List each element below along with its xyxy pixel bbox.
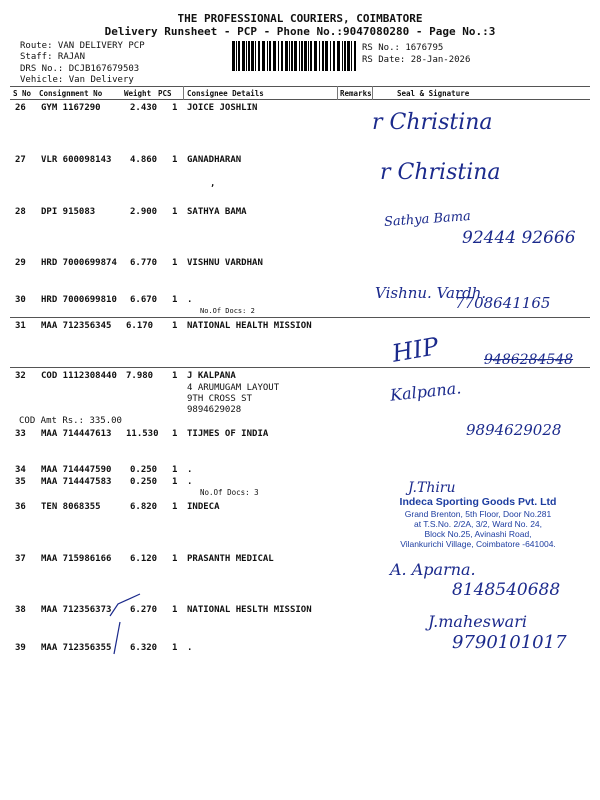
col-signature-header: Seal & Signature	[397, 89, 470, 98]
table-row-weight: 0.250	[130, 477, 158, 487]
table-row-consignment[interactable]: HRD 7000699874	[41, 258, 117, 268]
table-row-pcs: 1	[172, 554, 178, 564]
runsheet-title: Delivery Runsheet - PCP - Phone No.:9047080280 - Page No.:3	[104, 25, 496, 38]
table-row-consignee: .	[187, 643, 193, 653]
handwritten-signature: r Christina	[372, 110, 493, 135]
table-row-weight: 6.820	[130, 502, 158, 512]
table-row-consignee: .	[187, 465, 193, 475]
table-row-consignee: .	[187, 295, 193, 305]
table-row-sno: 27	[15, 155, 26, 165]
stamp-company-name: Indeca Sporting Goods Pvt. Ltd	[399, 496, 557, 508]
table-row-consignment[interactable]: MAA 714447590	[41, 465, 112, 475]
address-line: 9TH CROSS ST	[187, 394, 253, 404]
table-row-consignee: JOICE JOSHLIN	[187, 103, 258, 113]
header-bottom-rule	[10, 99, 590, 100]
col-pcs-header: PCS	[158, 89, 172, 98]
row-rule	[10, 317, 590, 318]
table-row-pcs: 1	[172, 502, 178, 512]
table-row-weight: 6.670	[130, 295, 158, 305]
table-row-consignment[interactable]: GYM 1167290	[41, 103, 101, 113]
table-row-weight: 6.270	[130, 605, 158, 615]
address-line: 4 ARUMUGAM LAYOUT	[187, 383, 280, 393]
drs-number: DRS No.: DCJB167679503	[20, 64, 140, 74]
handwritten-phone: 9790101017	[452, 632, 567, 653]
table-row-weight: 6.120	[130, 554, 158, 564]
table-row-pcs: 1	[172, 477, 178, 487]
table-row-pcs: 1	[172, 465, 178, 475]
handwritten-signature: J.Thiru	[408, 480, 456, 496]
table-row-consignment[interactable]: MAA 715986166	[41, 554, 112, 564]
rs-number: RS No.: 1676795	[362, 43, 444, 53]
table-row-weight: 6.770	[130, 258, 158, 268]
table-row-sno: 39	[15, 643, 26, 653]
table-row-consignment[interactable]: VLR 600098143	[41, 155, 112, 165]
barcode-icon	[232, 41, 358, 71]
table-row-consignee: INDECA	[187, 502, 220, 512]
table-row-weight: 2.900	[130, 207, 158, 217]
table-row-consignment[interactable]: MAA 712356355	[41, 643, 112, 653]
table-row-consignment[interactable]: MAA 714447583	[41, 477, 112, 487]
table-row-consignee: NATIONAL HEALTH MISSION	[187, 321, 312, 331]
table-row-sno: 30	[15, 295, 26, 305]
table-row-sno: 36	[15, 502, 26, 512]
table-row-consignee: VISHNU VARDHAN	[187, 258, 263, 268]
table-row-pcs: 1	[172, 321, 178, 331]
table-row-weight: 6.170	[126, 321, 154, 331]
table-row-pcs: 1	[172, 605, 178, 615]
handwritten-signature: J.maheswari	[428, 612, 527, 631]
table-row-pcs: 1	[172, 429, 178, 439]
stamp-address-line: Grand Brenton, 5th Floor, Door No.281	[404, 509, 552, 519]
table-row-consignment[interactable]: MAA 712356345	[41, 321, 112, 331]
cod-amount: COD Amt Rs.: 335.00	[19, 416, 122, 426]
table-row-consignment[interactable]: TEN 8068355	[41, 502, 101, 512]
table-row-sno: 32	[15, 371, 26, 381]
handwritten-signature: Kalpana.	[389, 378, 463, 405]
address-phone: 9894629028	[187, 405, 242, 415]
col-consignment-header: Consignment No	[39, 89, 103, 98]
table-row-weight: 7.980	[126, 371, 154, 381]
handwritten-signature: Vishnu. Vardh.	[375, 284, 487, 302]
table-row-sno: 33	[15, 429, 26, 439]
table-row-pcs: 1	[172, 103, 178, 113]
table-row-consignee-extra: ,	[210, 179, 216, 189]
col-sno-header: S No	[13, 89, 32, 98]
table-row-consignee: NATIONAL HESLTH MISSION	[187, 605, 312, 615]
handwritten-signature: r Christina	[380, 160, 501, 185]
handwritten-phone: 7708641165	[455, 294, 551, 312]
handwritten-phone: 9894629028	[466, 421, 562, 439]
header-top-rule	[10, 86, 590, 87]
col-divider	[372, 86, 373, 100]
table-row-consignee: PRASANTH MEDICAL	[187, 554, 274, 564]
table-row-consignee: TIJMES OF INDIA	[187, 429, 269, 439]
table-row-pcs: 1	[172, 295, 178, 305]
table-row-sno: 28	[15, 207, 26, 217]
table-row-pcs: 1	[172, 258, 178, 268]
route-label: Route: VAN DELIVERY PCP	[20, 41, 145, 51]
table-row-consignee: .	[187, 477, 193, 487]
rs-date: RS Date: 28-Jan-2026	[362, 55, 471, 65]
handwritten-signature: A. Aparna.	[390, 560, 476, 579]
vehicle-label: Vehicle: Van Delivery	[20, 75, 134, 85]
table-row-weight: 6.320	[130, 643, 158, 653]
table-row-consignee: SATHYA BAMA	[187, 207, 247, 217]
col-weight-header: Weight	[124, 89, 152, 98]
table-row-consignment[interactable]: HRD 7000699810	[41, 295, 117, 305]
stamp-address-line: Block No.25, Avinashi Road,	[424, 529, 532, 539]
docs-count-note: No.Of Docs: 2	[200, 307, 255, 315]
handwritten-signature: HIP	[389, 332, 441, 368]
handwritten-signature: Sathya Bama	[383, 208, 472, 231]
table-row-pcs: 1	[172, 643, 178, 653]
col-divider	[183, 86, 184, 100]
table-row-consignment[interactable]: DPI 915083	[41, 207, 96, 217]
staff-label: Staff: RAJAN	[20, 52, 86, 62]
table-row-sno: 29	[15, 258, 26, 268]
table-row-consignment[interactable]: MAA 714447613	[41, 429, 112, 439]
table-row-consignee: J KALPANA	[187, 371, 236, 381]
table-row-sno: 35	[15, 477, 26, 487]
handwritten-phone: 92444 92666	[462, 228, 576, 248]
docs-count-note: No.Of Docs: 3	[200, 488, 259, 497]
table-row-weight: 4.860	[130, 155, 158, 165]
company-stamp	[378, 496, 578, 549]
table-row-sno: 26	[15, 103, 26, 113]
table-row-pcs: 1	[172, 155, 178, 165]
table-row-sno: 31	[15, 321, 26, 331]
col-divider	[337, 86, 338, 100]
table-row-pcs: 1	[172, 207, 178, 217]
table-row-consignment[interactable]: COD 1112308440	[41, 371, 117, 381]
table-row-weight: 0.250	[130, 465, 158, 475]
table-row-sno: 37	[15, 554, 26, 564]
table-row-pcs: 1	[172, 371, 178, 381]
table-row-weight: 2.430	[130, 103, 158, 113]
stamp-address-line: Vilankurichi Village, Coimbatore -641004.	[400, 539, 556, 549]
table-row-consignment[interactable]: MAA 712356373	[41, 605, 112, 615]
stamp-address-line: at T.S.No. 2/2A, 3/2, Ward No. 24,	[413, 519, 543, 529]
handwritten-phone: 9486284548	[484, 352, 574, 368]
pen-tick-mark	[108, 592, 148, 662]
col-consignee-header: Consignee Details	[187, 89, 264, 98]
table-row-weight: 11.530	[126, 429, 159, 439]
table-row-consignee: GANADHARAN	[187, 155, 242, 165]
table-row-sno: 34	[15, 465, 26, 475]
col-remarks-header: Remarks	[340, 89, 372, 98]
handwritten-phone: 8148540688	[452, 580, 561, 600]
company-title: THE PROFESSIONAL COURIERS, COIMBATORE	[177, 12, 423, 25]
table-row-sno: 38	[15, 605, 26, 615]
